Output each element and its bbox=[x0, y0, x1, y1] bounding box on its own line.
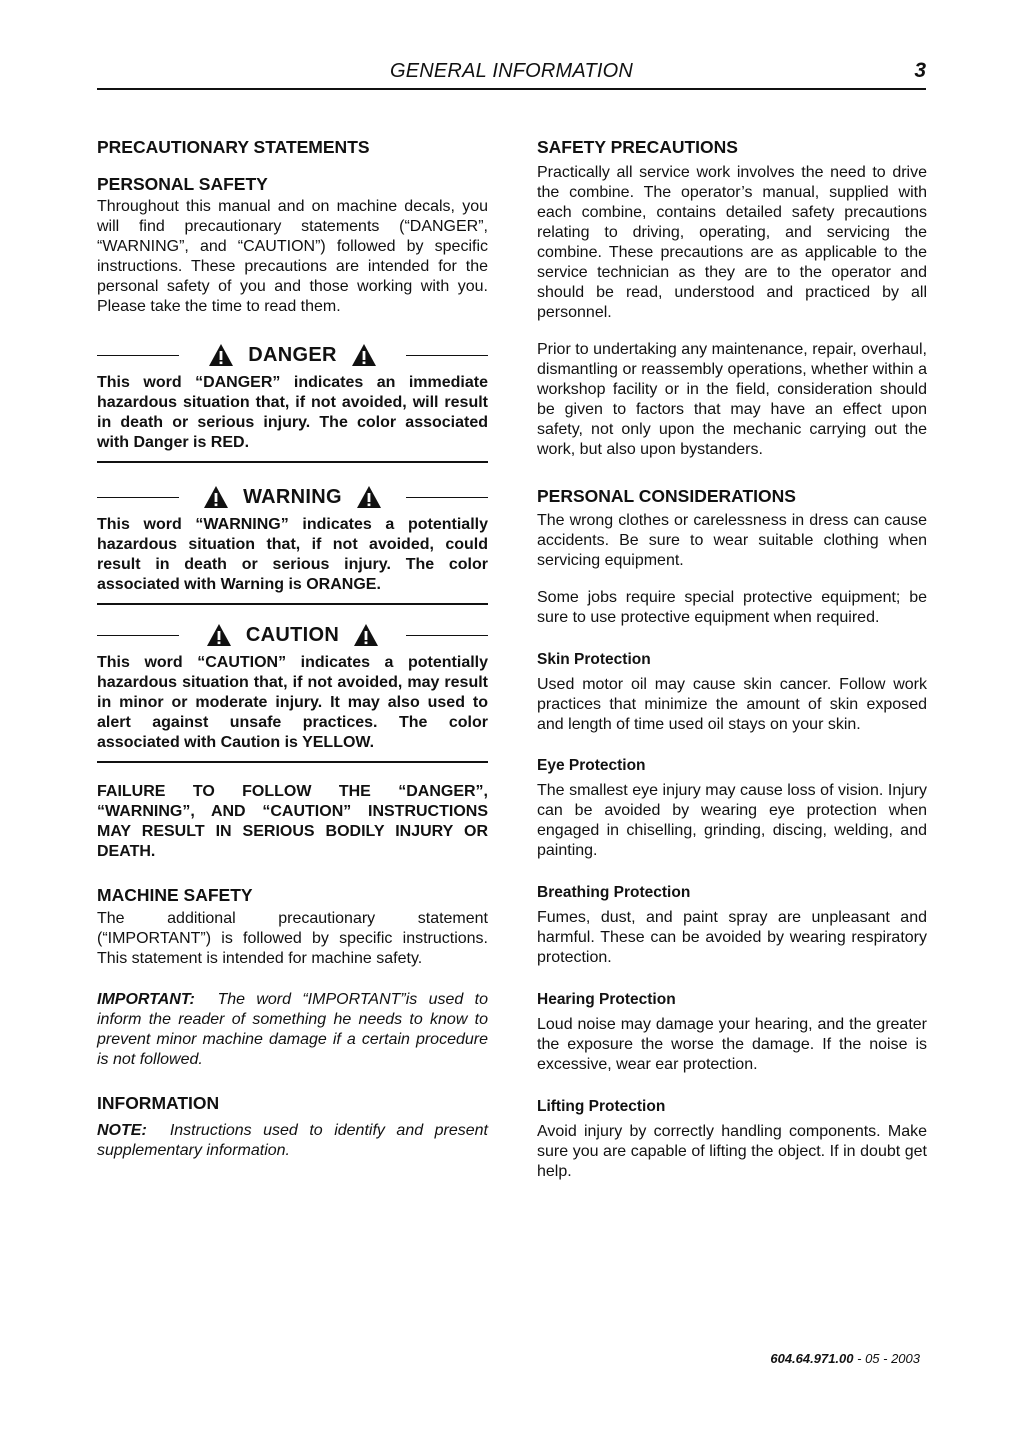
caution-text: This word “CAUTION” indicates a potentially hazardous situation that, if not avoided, may result in minor or moderate injury. It may also used to alert against unsafe practices. The color associated with Caution is YELLOW. bbox=[97, 654, 488, 751]
warning-triangle-icon bbox=[208, 343, 234, 367]
danger-block bbox=[97, 340, 488, 463]
warning-triangle-icon bbox=[351, 343, 377, 367]
divider bbox=[406, 355, 488, 356]
note-block bbox=[97, 1121, 488, 1161]
note-text: Instructions used to identify and present supplementary information. bbox=[97, 1122, 488, 1159]
divider bbox=[97, 497, 179, 498]
safety-precautions-text-1: Practically all service work involves the need to drive the combine. The operator’s manual, supplied with each combine, contains detailed safety precautions relating to driving, operating, and servicing the combine. These precautions are as applicable to the service technician as they are to the operator and should be read, understood and practiced by all personnel. bbox=[537, 164, 927, 321]
machine-safety-text: The additional precautionary statement (“IMPORTANT”) is followed by specific instructions. This statement is intended for machine safety. bbox=[97, 910, 488, 967]
skin-protection-heading: Skin Protection bbox=[537, 651, 651, 668]
personal-safety-text: Throughout this manual and on machine decals, you will find precautionary statements (“DANGER”, “WARNING”, and “CAUTION”) followed by specific instructions. These precautions are intended for the personal safety of you and those working with you. Please take the time to read them. bbox=[97, 198, 488, 315]
failure-warning-text: FAILURE TO FOLLOW THE “DANGER”, “WARNING”, AND “CAUTION” INSTRUCTIONS MAY RESULT IN SERIOUS BODILY INJURY OR DEATH. bbox=[97, 783, 488, 860]
divider bbox=[97, 635, 179, 636]
caution-block bbox=[97, 620, 488, 763]
personal-considerations-text-2: Some jobs require special protective equipment; be sure to use protective equipment when required. bbox=[537, 589, 927, 626]
page-number: 3 bbox=[914, 59, 926, 82]
important-label: IMPORTANT: bbox=[97, 991, 195, 1008]
warning-triangle-icon bbox=[203, 485, 229, 509]
note-label: NOTE: bbox=[97, 1122, 147, 1139]
danger-text: This word “DANGER” indicates an immediate hazardous situation that, if not avoided, will result in death or serious injury. The color associated with Danger is RED. bbox=[97, 374, 488, 451]
machine-safety-heading: MACHINE SAFETY bbox=[97, 885, 253, 905]
warning-text: This word “WARNING” indicates a potentially hazardous situation that, if not avoided, could result in death or serious injury. The color associated with Warning is ORANGE. bbox=[97, 516, 488, 593]
safety-precautions-text-2: Prior to undertaking any maintenance, repair, overhaul, dismantling or reassembly operations, whether within a workshop facility or in the field, consideration should be given to factors that may have an effect upon safety, not only upon the mechanic carrying out the work, but also upon bystanders. bbox=[537, 341, 927, 458]
warning-triangle-icon bbox=[353, 623, 379, 647]
document-date: - 05 - 2003 bbox=[857, 1351, 920, 1366]
warning-triangle-icon bbox=[356, 485, 382, 509]
caution-label: CAUTION bbox=[245, 623, 340, 646]
divider bbox=[97, 355, 179, 356]
divider bbox=[97, 761, 488, 763]
personal-safety-heading: PERSONAL SAFETY bbox=[97, 174, 268, 194]
important-note bbox=[97, 990, 488, 1070]
precautionary-statements-heading: PRECAUTIONARY STATEMENTS bbox=[97, 137, 370, 157]
personal-considerations-text-1: The wrong clothes or carelessness in dress can cause accidents. Be sure to wear suitable clothing when servicing equipment. bbox=[537, 512, 927, 569]
skin-protection-text: Used motor oil may cause skin cancer. Follow work practices that minimize the amount of skin exposed and length of time used oil stays on your skin. bbox=[537, 676, 927, 733]
danger-header bbox=[97, 340, 488, 370]
page-title: GENERAL INFORMATION bbox=[389, 60, 634, 82]
divider bbox=[97, 461, 488, 463]
hearing-protection-text: Loud noise may damage your hearing, and the greater the exposure the worse the damage. If the noise is excessive, wear ear protection. bbox=[537, 1016, 927, 1073]
breathing-protection-heading: Breathing Protection bbox=[537, 884, 691, 901]
eye-protection-heading: Eye Protection bbox=[537, 757, 646, 774]
warning-block bbox=[97, 482, 488, 605]
hearing-protection-heading: Hearing Protection bbox=[537, 991, 676, 1008]
information-heading: INFORMATION bbox=[97, 1093, 220, 1113]
divider bbox=[406, 635, 488, 636]
document-code: 604.64.971.00 bbox=[770, 1351, 854, 1366]
right-column bbox=[537, 136, 927, 1182]
divider bbox=[97, 603, 488, 605]
danger-label: DANGER bbox=[248, 343, 337, 366]
safety-precautions-heading: SAFETY PRECAUTIONS bbox=[537, 137, 738, 157]
page-header bbox=[97, 60, 926, 90]
warning-label: WARNING bbox=[243, 485, 342, 508]
personal-considerations-heading: PERSONAL CONSIDERATIONS bbox=[537, 486, 796, 506]
eye-protection-text: The smallest eye injury may cause loss of vision. Injury can be avoided by wearing eye protection when engaged in chiselling, grinding, discing, welding, and painting. bbox=[537, 782, 927, 859]
divider bbox=[406, 497, 488, 498]
lifting-protection-text: Avoid injury by correctly handling components. Make sure you are capable of lifting the object. If in doubt get help. bbox=[537, 1123, 927, 1180]
warning-header bbox=[97, 482, 488, 512]
document-footer bbox=[770, 1351, 920, 1366]
caution-header bbox=[97, 620, 488, 650]
left-column bbox=[97, 136, 488, 1161]
important-text: The word “IMPORTANT”is used to inform the reader of something he needs to know to prevent minor machine damage if a certain procedure is not followed. bbox=[97, 991, 489, 1068]
warning-triangle-icon bbox=[206, 623, 232, 647]
breathing-protection-text: Fumes, dust, and paint spray are unpleasant and harmful. These can be avoided by wearing respiratory protection. bbox=[537, 909, 927, 966]
lifting-protection-heading: Lifting Protection bbox=[537, 1098, 666, 1115]
